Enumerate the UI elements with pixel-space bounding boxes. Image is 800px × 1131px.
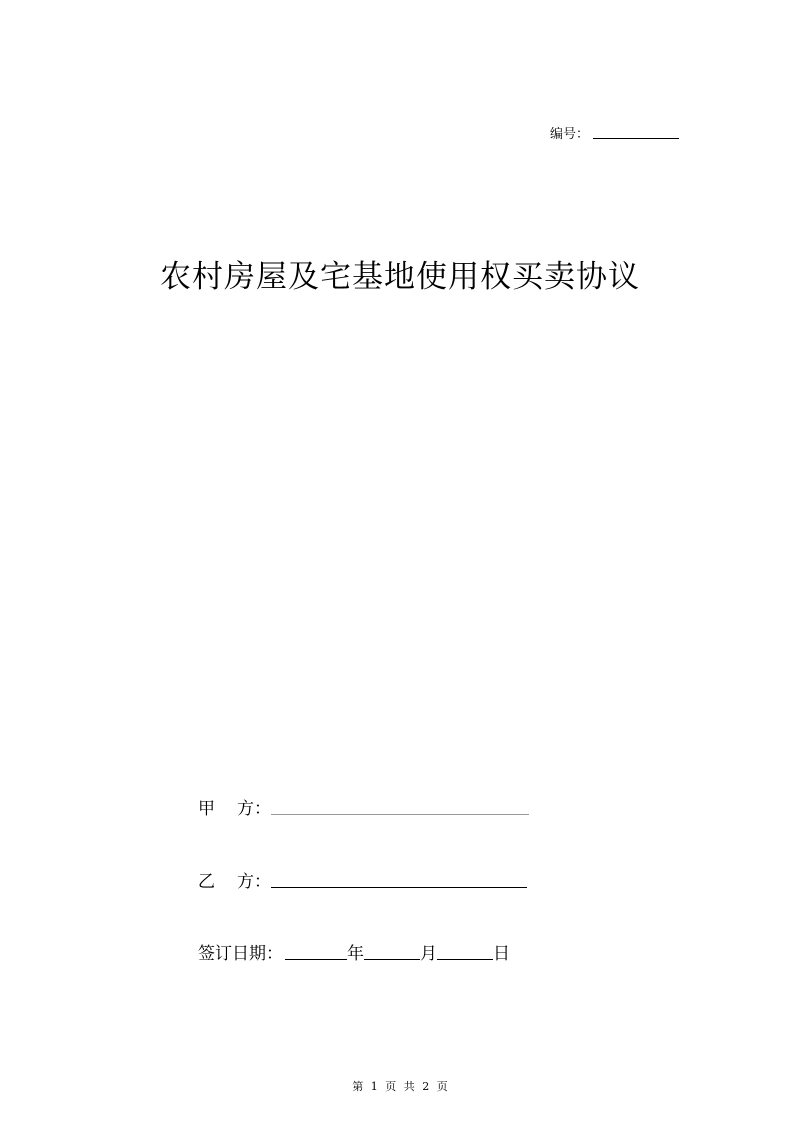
- footer-ye2: 页: [436, 1080, 448, 1093]
- serial-number-field: [550, 120, 679, 142]
- party-a-row: [198, 793, 529, 819]
- sign-date-label: 签订日期：: [198, 944, 283, 964]
- day-blank[interactable]: [437, 959, 493, 960]
- footer-gong: 共: [403, 1080, 415, 1093]
- party-b-row: [198, 866, 527, 892]
- party-b-blank[interactable]: [271, 887, 527, 888]
- party-b-label-suffix: 方：: [237, 872, 271, 892]
- party-a-label: [198, 794, 271, 819]
- serial-number-blank[interactable]: [593, 138, 679, 139]
- day-label: 日: [493, 944, 510, 964]
- party-b-label: [198, 867, 271, 892]
- party-a-blank[interactable]: [271, 814, 529, 815]
- sign-date-row: [198, 938, 510, 964]
- serial-number-label: 编号：: [550, 127, 590, 142]
- document-title: 农村房屋及宅基地使用权买卖协议: [160, 259, 640, 295]
- month-blank[interactable]: [364, 959, 420, 960]
- year-label: 年: [347, 944, 364, 964]
- footer-total-pages: 2: [422, 1080, 430, 1093]
- party-a-label-suffix: 方：: [237, 799, 271, 819]
- footer-di: 第: [352, 1080, 364, 1093]
- page-footer: [0, 1078, 800, 1094]
- month-label: 月: [420, 944, 437, 964]
- year-blank[interactable]: [285, 959, 347, 960]
- party-b-label-char: 乙: [198, 872, 215, 892]
- party-a-label-char: 甲: [198, 799, 215, 819]
- footer-ye: 页: [385, 1080, 397, 1093]
- footer-current-page: 1: [370, 1080, 378, 1093]
